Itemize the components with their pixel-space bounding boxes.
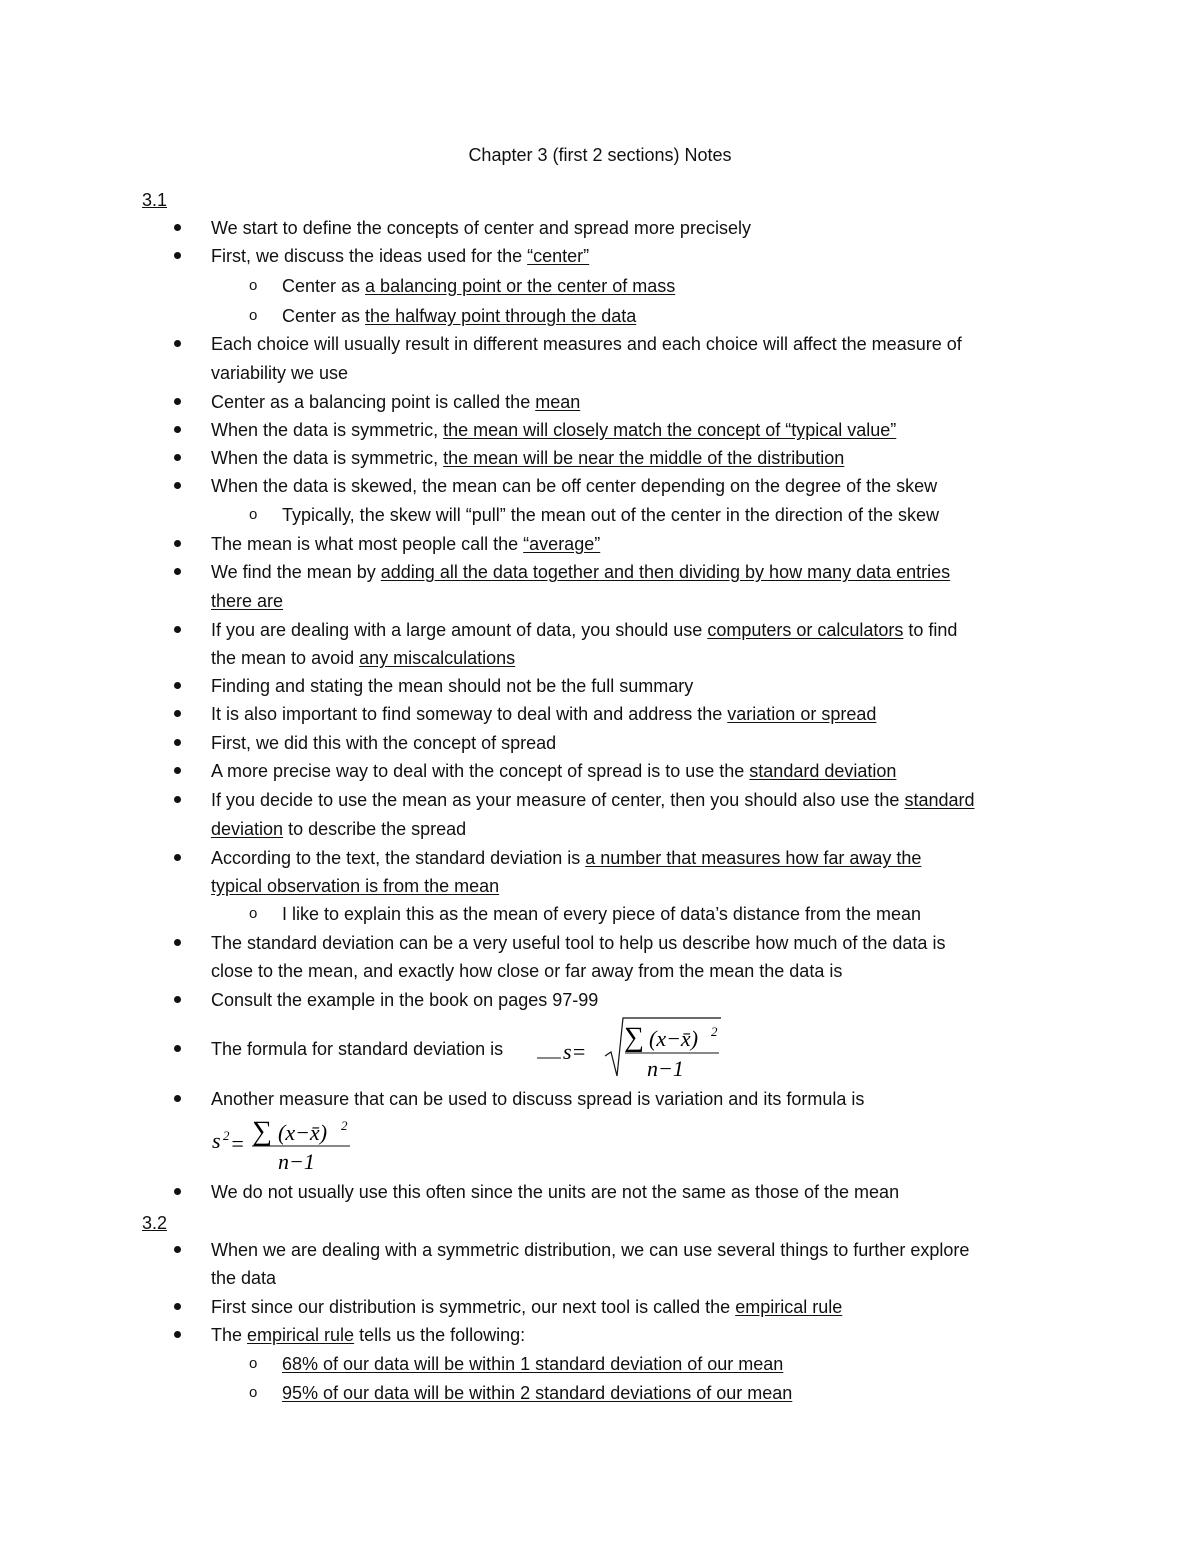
bullet-dot (174, 682, 181, 689)
note-line: We start to define the concepts of center and spread more precisely (211, 218, 751, 238)
note-line: The standard deviation can be a very useful tool to help us describe how much of the data is (211, 933, 946, 953)
note-line: When we are dealing with a symmetric distribution, we can use several things to further explore (211, 1240, 970, 1260)
bullet-dot (174, 739, 181, 746)
bullet-dot (174, 854, 181, 861)
note-line: The formula for standard deviation is (211, 1039, 504, 1059)
var-square: 2 (341, 1118, 348, 1133)
bullet-dot (174, 767, 181, 774)
bullet-dot (174, 252, 181, 259)
note-line-continued: deviation to describe the spread (211, 819, 467, 839)
bullet-dot (174, 939, 181, 946)
sub-bullet-marker: o (249, 277, 258, 294)
sub-bullet-marker: o (249, 307, 258, 324)
sub-bullet-marker: o (249, 506, 258, 523)
sub-bullet-marker: o (249, 1355, 258, 1372)
sub-bullet-marker: o (249, 1384, 258, 1401)
note-line: If you are dealing with a large amount of data, you should use computers or calculators to find (211, 620, 958, 640)
bullet-dot (174, 340, 181, 347)
note-line: First since our distribution is symmetric, our next tool is called the empirical rule (211, 1297, 843, 1317)
note-line: We do not usually use this often since the units are not the same as those of the mean (211, 1182, 900, 1202)
note-line: First, we did this with the concept of spread (211, 733, 557, 753)
var-square-lhs: 2 (223, 1128, 230, 1143)
bullet-dot (174, 482, 181, 489)
bullet-dot (174, 1045, 181, 1052)
note-line: When the data is symmetric, the mean will closely match the concept of “typical value” (211, 420, 897, 440)
var-lhs: s (212, 1128, 221, 1153)
note-line-continued: the mean to avoid any miscalculations (211, 648, 516, 668)
page-title: Chapter 3 (first 2 sections) Notes (468, 145, 732, 165)
sub-note-line: Center as a balancing point or the center of mass (282, 276, 676, 296)
note-line: First, we discuss the ideas used for the “center” (211, 246, 590, 266)
bullet-dot (174, 1095, 181, 1102)
bullet-dot (174, 710, 181, 717)
note-line-continued: there are (211, 591, 284, 611)
bullet-dot (174, 568, 181, 575)
note-line: Consult the example in the book on pages 97-99 (211, 990, 599, 1010)
sub-note-line: Typically, the skew will “pull” the mean out of the center in the direction of the skew (282, 505, 939, 525)
note-line: It is also important to find someway to deal with and address the variation or spread (211, 704, 877, 724)
bullet-dot (174, 224, 181, 231)
bullet-dot (174, 796, 181, 803)
bullet-dot (174, 996, 181, 1003)
bullet-dot (174, 398, 181, 405)
bullet-dot (174, 1188, 181, 1195)
note-line: When the data is symmetric, the mean will be near the middle of the distribution (211, 448, 845, 468)
note-line: We find the mean by adding all the data together and then dividing by how many data entries (211, 562, 951, 582)
sd-numerator: (x−x̄) (649, 1026, 699, 1051)
note-line-continued: close to the mean, and exactly how close or far away from the mean the data is (211, 961, 843, 981)
note-line: Center as a balancing point is called the mean (211, 392, 581, 412)
bullet-dot (174, 540, 181, 547)
sub-note-line: 95% of our data will be within 2 standard deviations of our mean (282, 1383, 793, 1403)
standard-deviation-formula (535, 1012, 735, 1084)
variance-formula (208, 1110, 368, 1176)
bullet-dot (174, 1331, 181, 1338)
section-heading-3-1: 3.1 (142, 190, 168, 210)
note-line-continued: variability we use (211, 363, 349, 383)
note-line: A more precise way to deal with the concept of spread is to use the standard deviation (211, 761, 897, 781)
sub-bullet-marker: o (249, 905, 258, 922)
sub-note-line: Center as the halfway point through the data (282, 306, 637, 326)
var-denominator: n−1 (278, 1149, 315, 1174)
note-line: Finding and stating the mean should not be the full summary (211, 676, 694, 696)
bullet-dot (174, 1246, 181, 1253)
var-numerator: (x−x̄) (278, 1120, 328, 1145)
sub-note-line: 68% of our data will be within 1 standard deviation of our mean (282, 1354, 784, 1374)
sub-note-line: I like to explain this as the mean of every piece of data’s distance from the mean (282, 904, 922, 924)
bullet-dot (174, 626, 181, 633)
bullet-dot (174, 1303, 181, 1310)
sd-lhs: s= (563, 1039, 587, 1064)
sd-denominator: n−1 (647, 1056, 684, 1081)
note-line-continued: the data (211, 1268, 277, 1288)
note-line: Each choice will usually result in different measures and each choice will affect the measure of (211, 334, 962, 354)
note-line-continued: typical observation is from the mean (211, 876, 500, 896)
note-line: According to the text, the standard deviation is a number that measures how far away the (211, 848, 922, 868)
note-line: When the data is skewed, the mean can be off center depending on the degree of the skew (211, 476, 938, 496)
note-line: If you decide to use the mean as your measure of center, then you should also use the standard (211, 790, 975, 810)
sum-symbol: ∑ (624, 1022, 644, 1053)
sd-square: 2 (711, 1024, 718, 1039)
note-line: The empirical rule tells us the following: (211, 1325, 526, 1345)
sum-symbol: ∑ (252, 1116, 272, 1147)
note-line: Another measure that can be used to discuss spread is variation and its formula is (211, 1089, 865, 1109)
section-heading-3-2: 3.2 (142, 1213, 168, 1233)
bullet-dot (174, 454, 181, 461)
bullet-dot (174, 426, 181, 433)
var-equals: = (230, 1131, 245, 1156)
note-line: The mean is what most people call the “average” (211, 534, 601, 554)
